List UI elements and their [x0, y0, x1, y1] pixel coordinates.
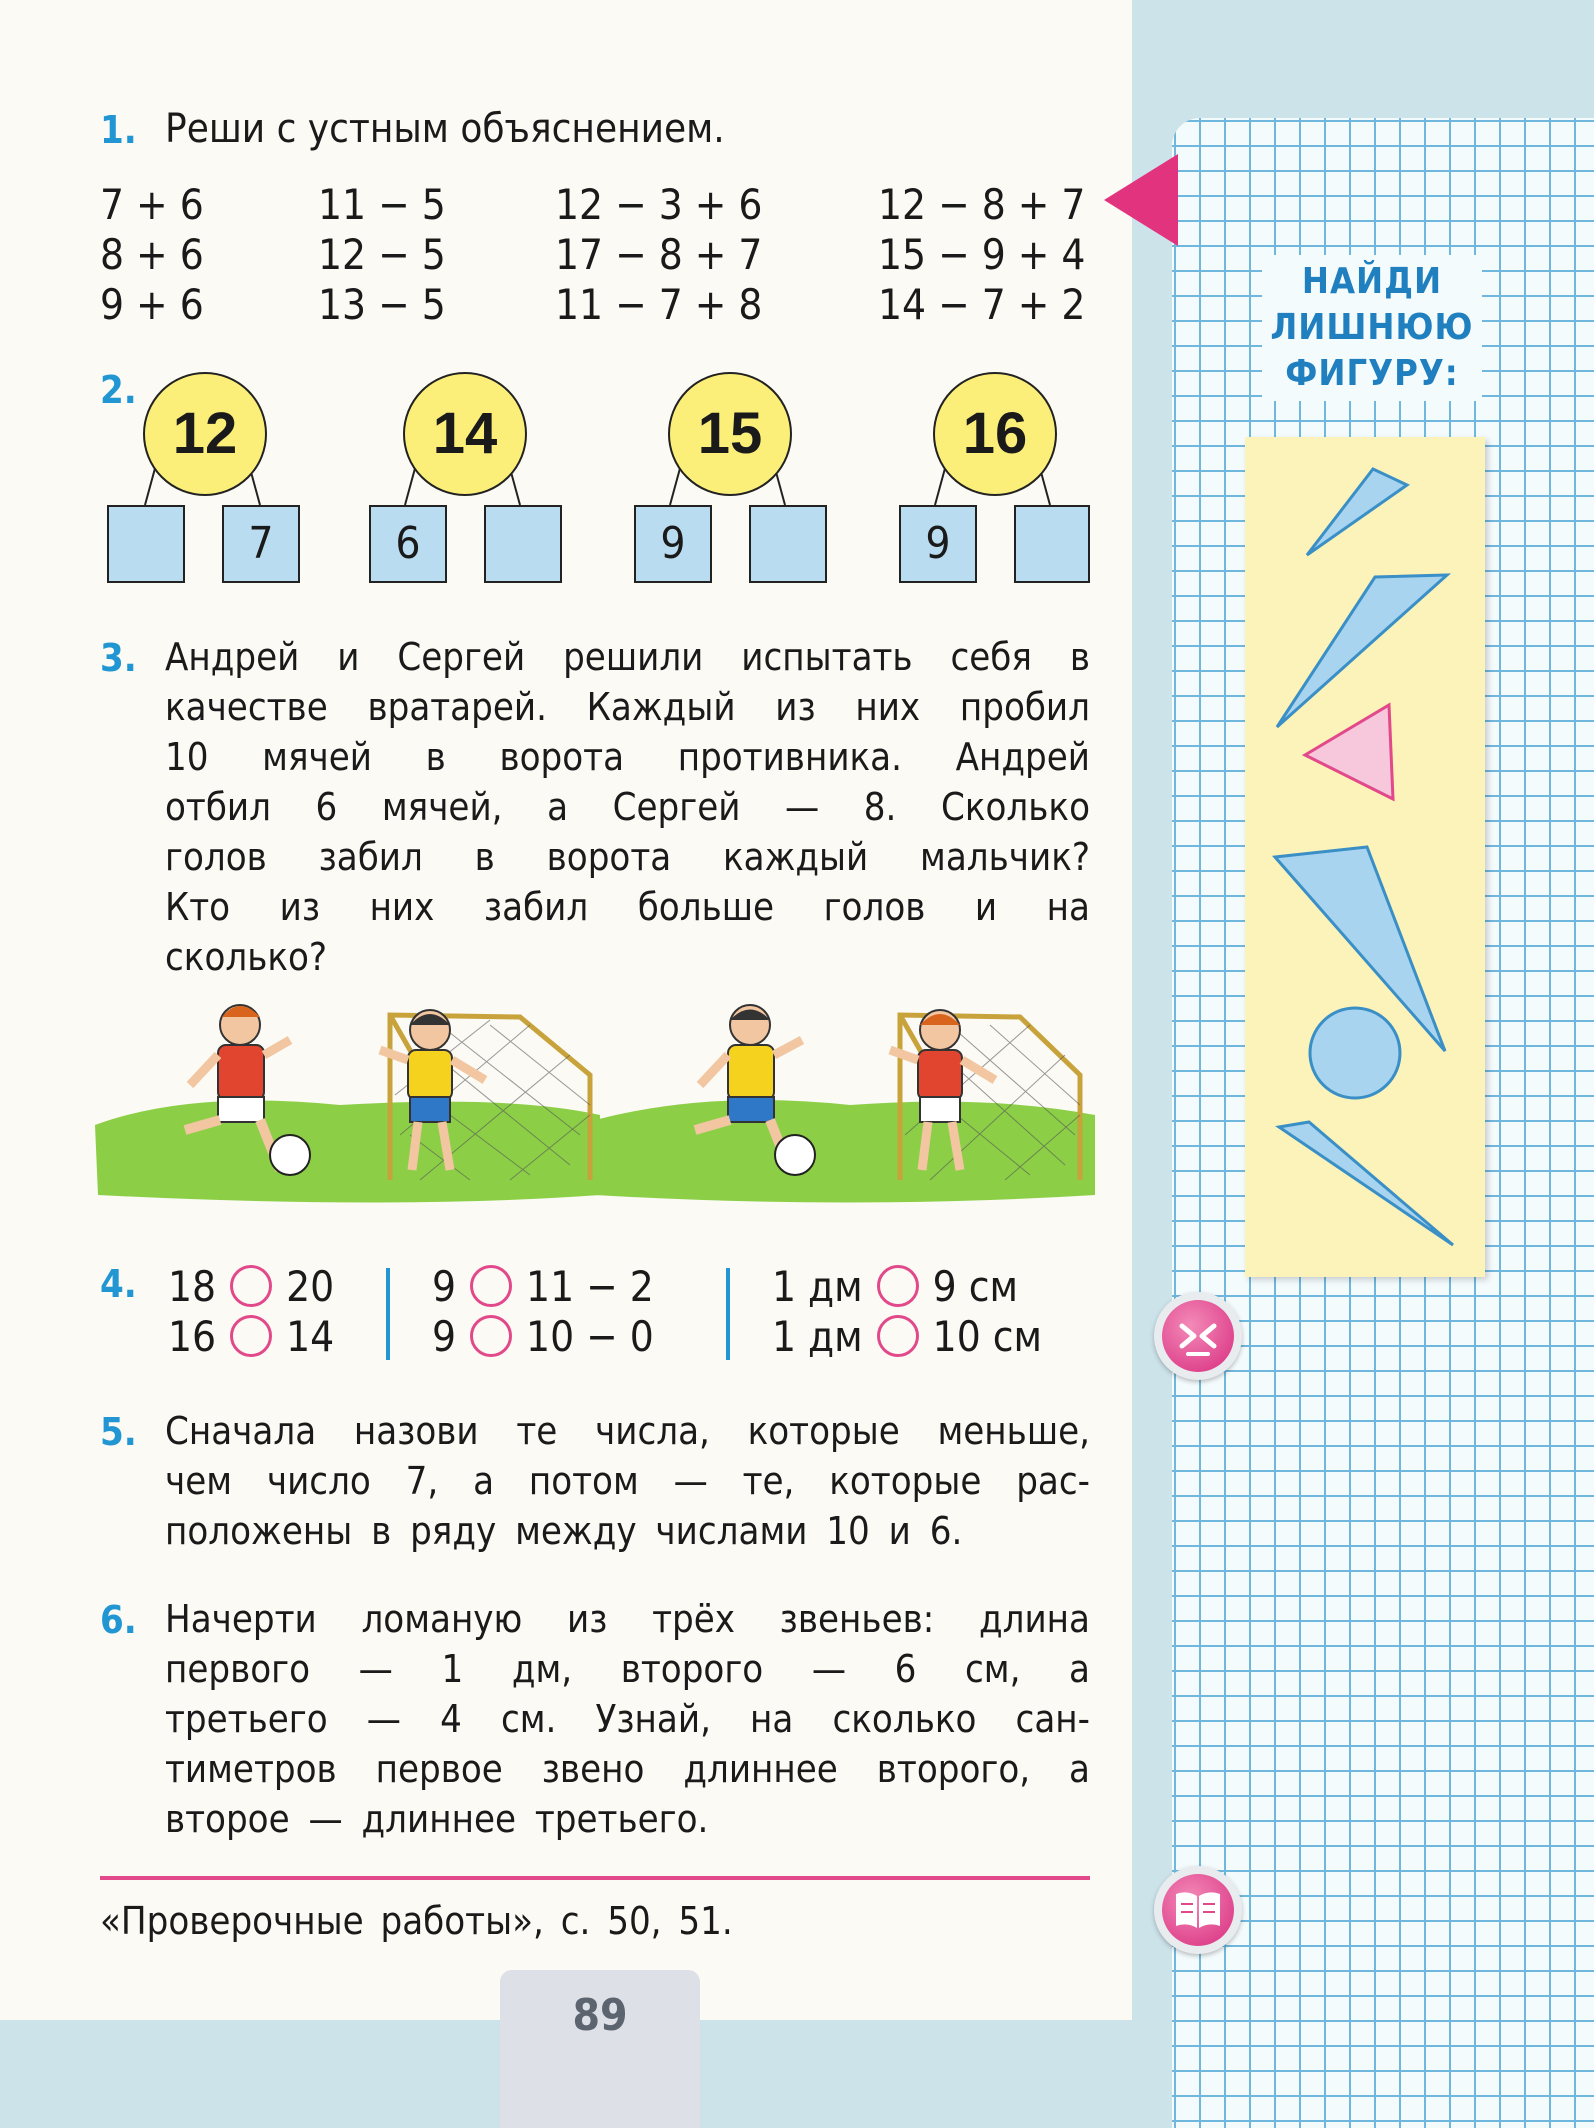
expression: 12 − 3 + 6	[555, 180, 763, 229]
task-text-line: положены в ряду между числами 10 и 6.	[165, 1509, 963, 1553]
expression: 12 − 5	[318, 230, 446, 279]
expression: 11 − 5	[318, 180, 446, 229]
expression: 8 + 6	[100, 230, 204, 279]
page-number: 89	[572, 1990, 628, 2041]
compare-circle[interactable]	[470, 1265, 512, 1307]
addend-box[interactable]	[484, 505, 562, 583]
football-illustration	[90, 995, 1100, 1210]
divider	[386, 1268, 390, 1360]
expression: 15 − 9 + 4	[878, 230, 1086, 279]
task-text-line: отбил 6 мячей, а Сергей — 8. Сколько	[165, 785, 1090, 829]
comparison-row: 1 дм 9 см	[772, 1262, 1018, 1311]
compare-circle[interactable]	[877, 1265, 919, 1307]
task-number: 3.	[100, 636, 137, 680]
addend-box[interactable]: 9	[634, 505, 712, 583]
task-text-line: первого — 1 дм, второго — 6 см, а	[165, 1647, 1090, 1691]
triangle-shape-pink	[1305, 705, 1393, 799]
task-text-line: третьего — 4 см. Узнай, на сколько сан-	[165, 1697, 1090, 1741]
task-text-line: голов забил в ворота каждый мальчик?	[165, 835, 1090, 879]
shapes-figure	[1245, 437, 1485, 1277]
comparison-row: 1 дм 10 см	[772, 1312, 1043, 1361]
workbook-reference: «Проверочные работы», с. 50, 51.	[100, 1899, 733, 1943]
odd-shape-panel	[1245, 437, 1485, 1277]
expression: 17 − 8 + 7	[555, 230, 763, 279]
task-number: 1.	[100, 108, 137, 152]
task-text-line: чем число 7, а потом — те, которые рас-	[165, 1459, 1090, 1503]
sum-circle: 16	[933, 372, 1057, 496]
task-text-line: Начерти ломаную из трёх звеньев: длина	[165, 1597, 1090, 1641]
triangle-shape-1	[1307, 469, 1407, 555]
triangle-shape-2	[1277, 575, 1447, 727]
addend-box[interactable]	[1014, 505, 1090, 583]
comparison-row: 18 20	[168, 1262, 335, 1311]
compare-circle[interactable]	[230, 1315, 272, 1357]
task-text-line: Сначала назови те числа, которые меньше,	[165, 1409, 1090, 1453]
addend-box[interactable]	[749, 505, 827, 583]
compare-circle[interactable]	[470, 1315, 512, 1357]
task-number: 2.	[100, 368, 137, 412]
sidebar-title: НАЙДИ ЛИШНЮЮ ФИГУРУ:	[1262, 255, 1482, 401]
addend-box[interactable]: 7	[222, 505, 300, 583]
sum-circle: 12	[143, 372, 267, 496]
task-text-line: Андрей и Сергей решили испытать себя в	[165, 635, 1090, 679]
task-text-line: Кто из них забил больше голов и на	[165, 885, 1090, 929]
task-text-line: тиметров первое звено длиннее второго, а	[165, 1747, 1090, 1791]
task-title: Реши с устным объяснением.	[165, 106, 725, 152]
triangle-shape-4	[1279, 1122, 1453, 1245]
comparison-row: 9 11 − 2	[432, 1262, 654, 1311]
addend-box[interactable]	[107, 505, 185, 583]
compare-circle[interactable]	[230, 1265, 272, 1307]
expression: 14 − 7 + 2	[878, 280, 1086, 329]
comparison-row: 16 14	[168, 1312, 335, 1361]
task-text-line: 10 мячей в ворота противника. Андрей	[165, 735, 1090, 779]
task-text-line: сколько?	[165, 935, 328, 979]
ball-left	[270, 1135, 310, 1175]
comparison-row: 9 10 − 0	[432, 1312, 654, 1361]
expression: 9 + 6	[100, 280, 204, 329]
expression: 11 − 7 + 8	[555, 280, 763, 329]
task-number: 5.	[100, 1410, 137, 1454]
task-text-line: качестве вратарей. Каждый из них пробил	[165, 685, 1090, 729]
addend-box[interactable]: 9	[899, 505, 977, 583]
addend-box[interactable]: 6	[369, 505, 447, 583]
workbook-icon[interactable]	[1154, 1866, 1242, 1954]
compare-sign-icon[interactable]	[1154, 1292, 1242, 1380]
expression: 7 + 6	[100, 180, 204, 229]
task-number: 6.	[100, 1598, 137, 1642]
footer-divider	[100, 1876, 1090, 1880]
circle-shape	[1310, 1008, 1400, 1098]
sum-circle: 14	[403, 372, 527, 496]
expression: 13 − 5	[318, 280, 446, 329]
task-text-line: второе — длиннее третьего.	[165, 1797, 709, 1841]
divider	[726, 1268, 730, 1360]
sum-circle: 15	[668, 372, 792, 496]
compare-circle[interactable]	[877, 1315, 919, 1357]
ball-right	[775, 1135, 815, 1175]
expression: 12 − 8 + 7	[878, 180, 1086, 229]
task-number: 4.	[100, 1262, 137, 1306]
